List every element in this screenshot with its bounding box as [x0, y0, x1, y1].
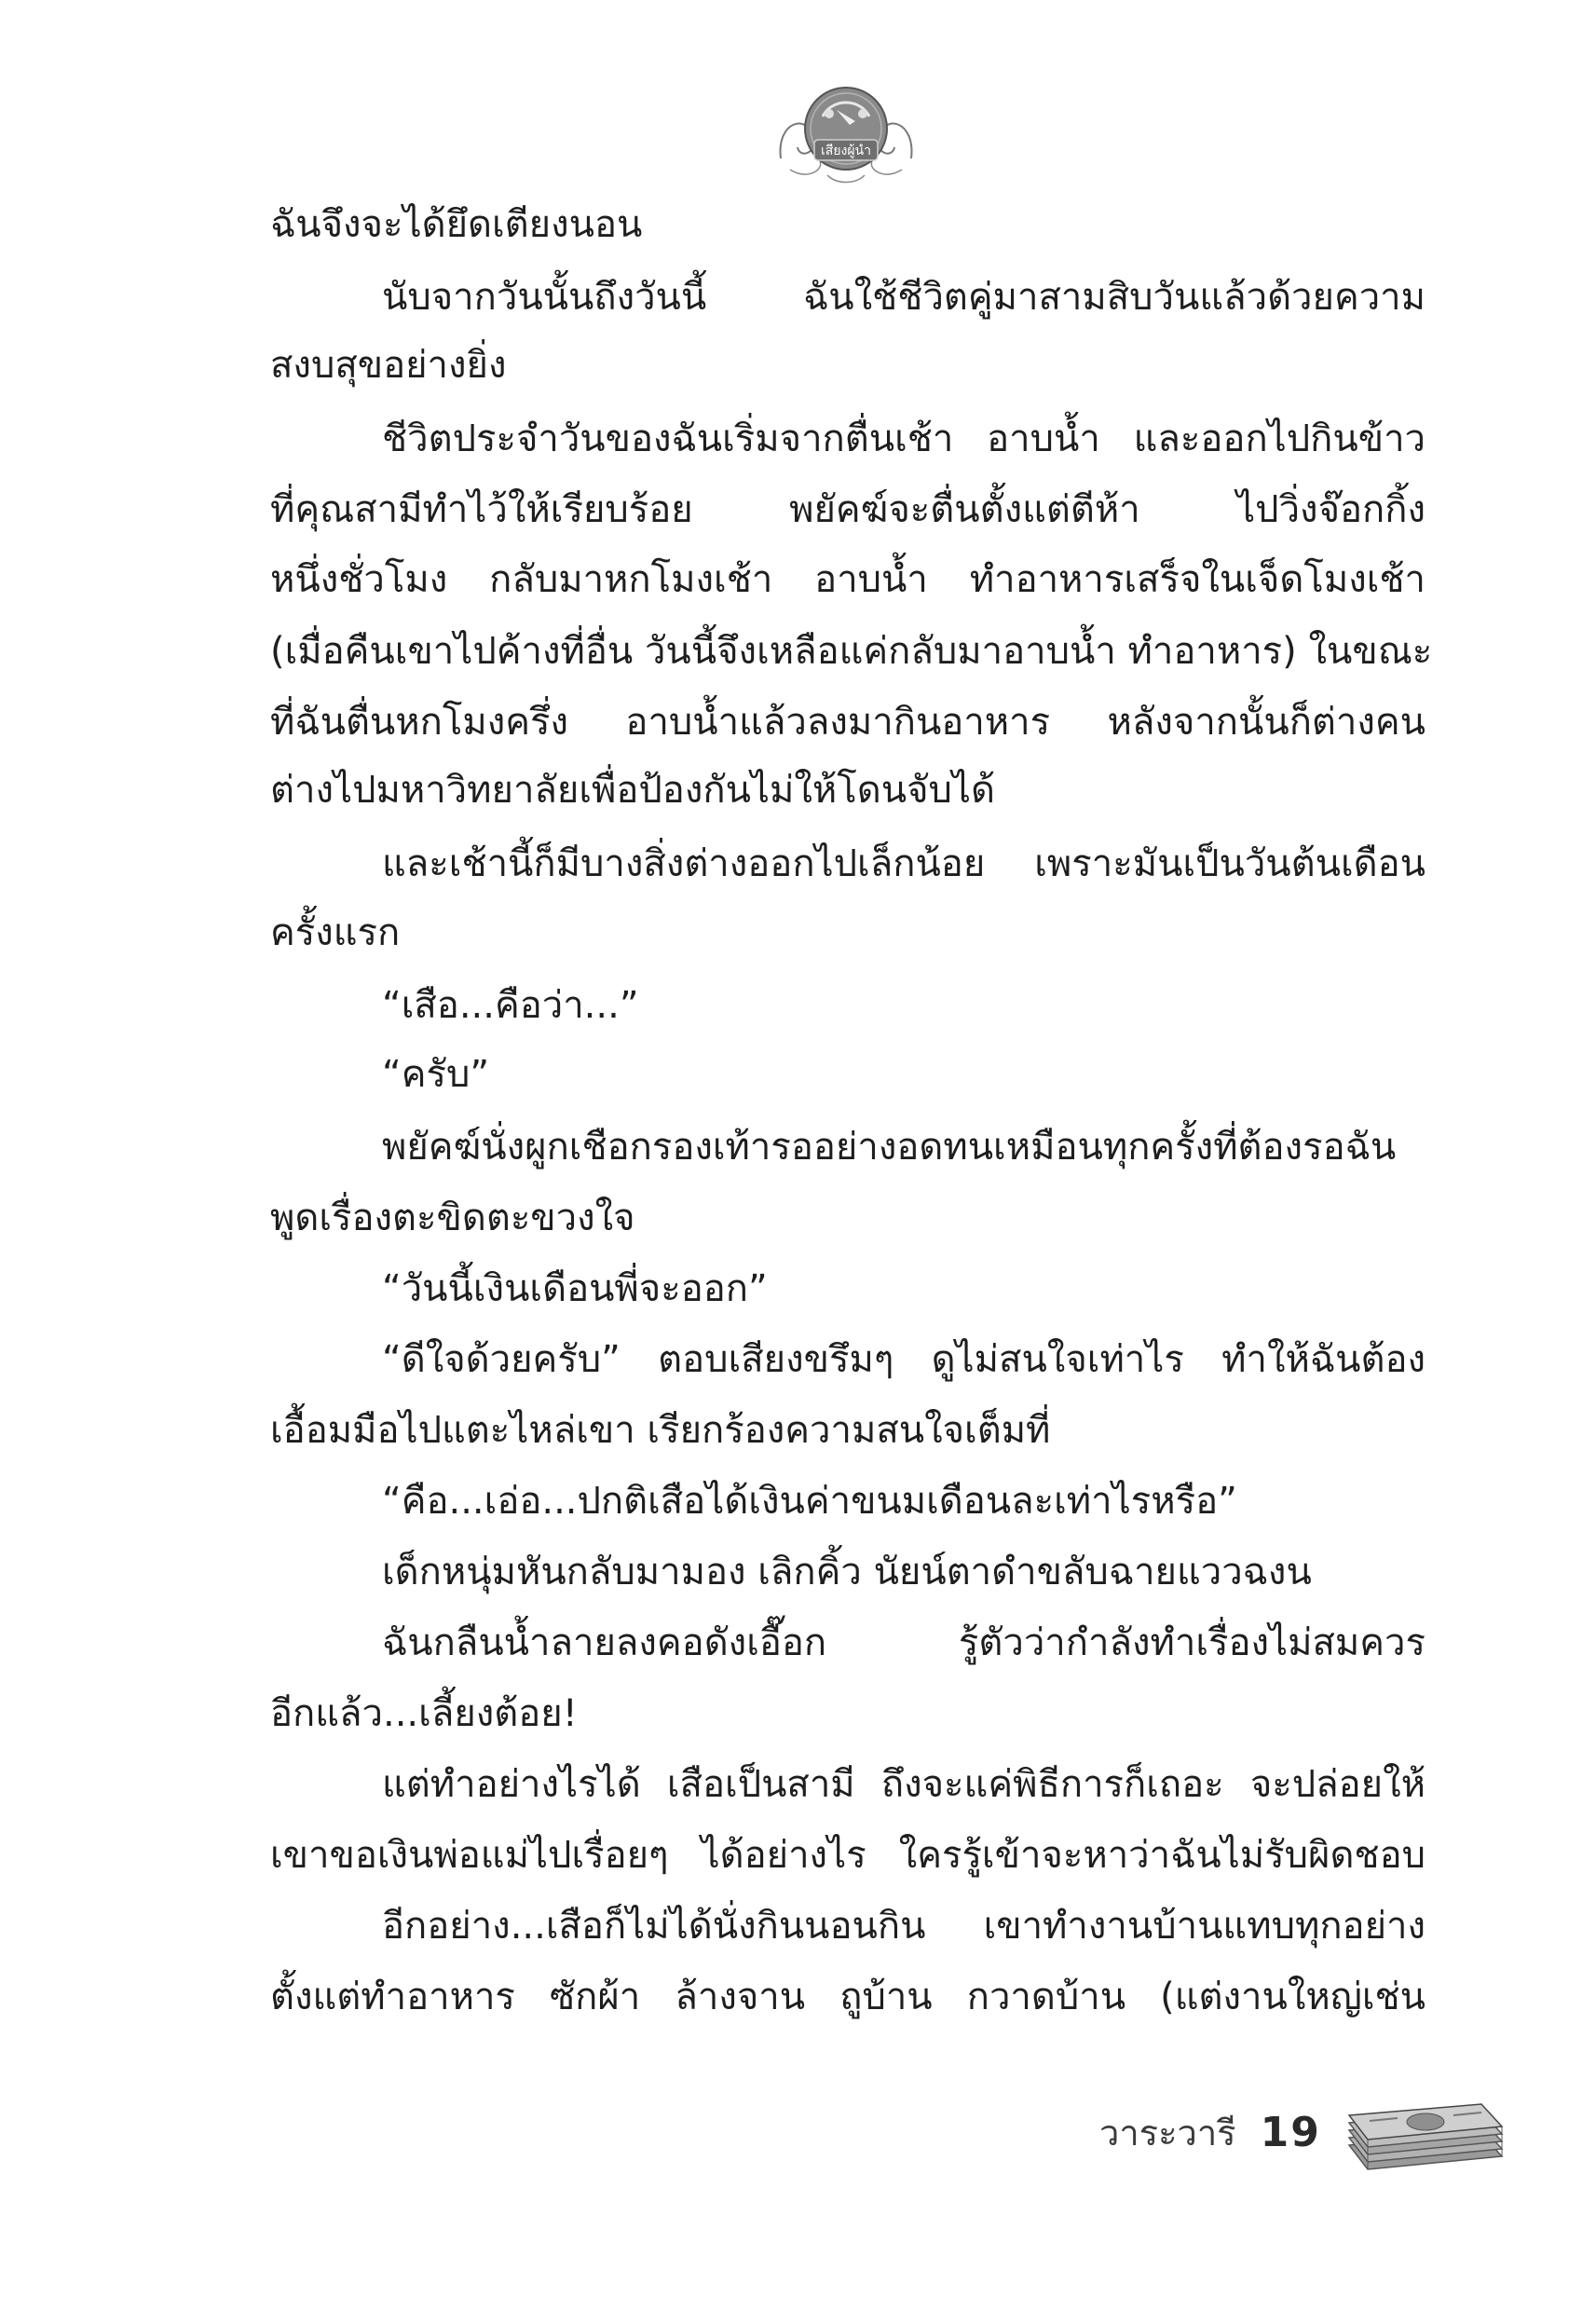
- text-line: ฉันจึงจะได้ยึดเตียงนอน: [270, 203, 643, 246]
- text-line: เอื้อมมือไปแตะไหล่เขา เรียกร้องความสนใจเต็มที่: [270, 1409, 1051, 1452]
- text-line: (เมื่อคืนเขาไปค้างที่อื่น วันนี้จึงเหลือแค่กลับมาอาบน้ำ ทำอาหาร) ในขณะ: [270, 630, 1433, 673]
- text-line: ฉันกลืนน้ำลายลงคอดังเอื๊อก รู้ตัวว่ากำลังทำเรื่องไม่สมควร: [382, 1621, 1425, 1664]
- text-line: อีกอย่าง...เสือก็ไม่ได้นั่งกินนอนกิน เขาทำงานบ้านแทบทุกอย่าง: [382, 1905, 1425, 1948]
- text-line: ครั้งแรก: [270, 911, 401, 954]
- text-line: แต่ทำอย่างไรได้ เสือเป็นสามี ถึงจะแค่พิธีการก็เถอะ จะปล่อยให้: [382, 1763, 1425, 1806]
- text-line: ชีวิตประจำวันของฉันเริ่มจากตื่นเช้า อาบน้ำ และออกไปกินข้าว: [382, 417, 1425, 460]
- text-line: สงบสุขอย่างยิ่ง: [270, 344, 507, 387]
- text-line: เขาขอเงินพ่อแม่ไปเรื่อยๆ ได้อย่างไร ใครรู้เข้าจะหาว่าฉันไม่รับผิดชอบ: [270, 1834, 1425, 1877]
- text-line: ที่คุณสามีทำไว้ให้เรียบร้อย พยัคฆ์จะตื่นตั้งแต่ตีห้า ไปวิ่งจ๊อกกิ้ง: [270, 488, 1425, 531]
- text-line: “เสือ...คือว่า...”: [382, 984, 639, 1027]
- text-line: ที่ฉันตื่นหกโมงครึ่ง อาบน้ำแล้วลงมากินอาหาร หลังจากนั้นก็ต่างคน: [270, 701, 1425, 744]
- text-line: ตั้งแต่ทำอาหาร ซักผ้า ล้างจาน ถูบ้าน กวาดบ้าน (แต่งานใหญ่เช่น: [270, 1976, 1425, 2018]
- text-line: และเช้านี้ก็มีบางสิ่งต่างออกไปเล็กน้อย เพราะมันเป็นวันต้นเดือน: [382, 842, 1425, 885]
- page-footer: [1099, 2095, 1321, 2169]
- ornament-logo: [771, 65, 921, 196]
- text-line: เด็กหนุ่มหันกลับมามอง เลิกคิ้ว นัยน์ตาดำขลับฉายแววฉงน: [382, 1551, 1312, 1593]
- text-line: ต่างไปมหาวิทยาลัยเพื่อป้องกันไม่ให้โดนจับได้: [270, 769, 996, 812]
- text-line: พูดเรื่องตะขิดตะขวงใจ: [270, 1197, 635, 1239]
- text-line: “วันนี้เงินเดือนพี่จะออก”: [382, 1267, 768, 1310]
- book-title: วาระวารี: [1099, 2112, 1236, 2154]
- text-line: อีกแล้ว...เลี้ยงต้อย!: [270, 1692, 578, 1735]
- logo-text: เสียงผู้นำ: [820, 144, 872, 158]
- text-line: พยัคฆ์นั่งผูกเชือกรองเท้ารออย่างอดทนเหมือนทุกครั้งที่ต้องรอฉัน: [382, 1126, 1397, 1169]
- text-line: “ครับ”: [382, 1053, 490, 1096]
- text-line: นับจากวันนั้นถึงวันนี้ ฉันใช้ชีวิตคู่มาสามสิบวันแล้วด้วยความ: [382, 276, 1425, 319]
- ornament-logo-graphic: [771, 65, 921, 196]
- money-stack-icon: [1342, 2080, 1509, 2182]
- text-line: หนึ่งชั่วโมง กลับมาหกโมงเช้า อาบน้ำ ทำอาหารเสร็จในเจ็ดโมงเช้า: [270, 558, 1425, 601]
- page-number: 19: [1260, 2108, 1321, 2156]
- text-line: “ดีใจด้วยครับ” ตอบเสียงขรึมๆ ดูไม่สนใจเท่าไร ทำให้ฉันต้อง: [382, 1338, 1425, 1381]
- text-line: “คือ...เอ่อ...ปกติเสือได้เงินค่าขนมเดือนละเท่าไรหรือ”: [382, 1480, 1237, 1523]
